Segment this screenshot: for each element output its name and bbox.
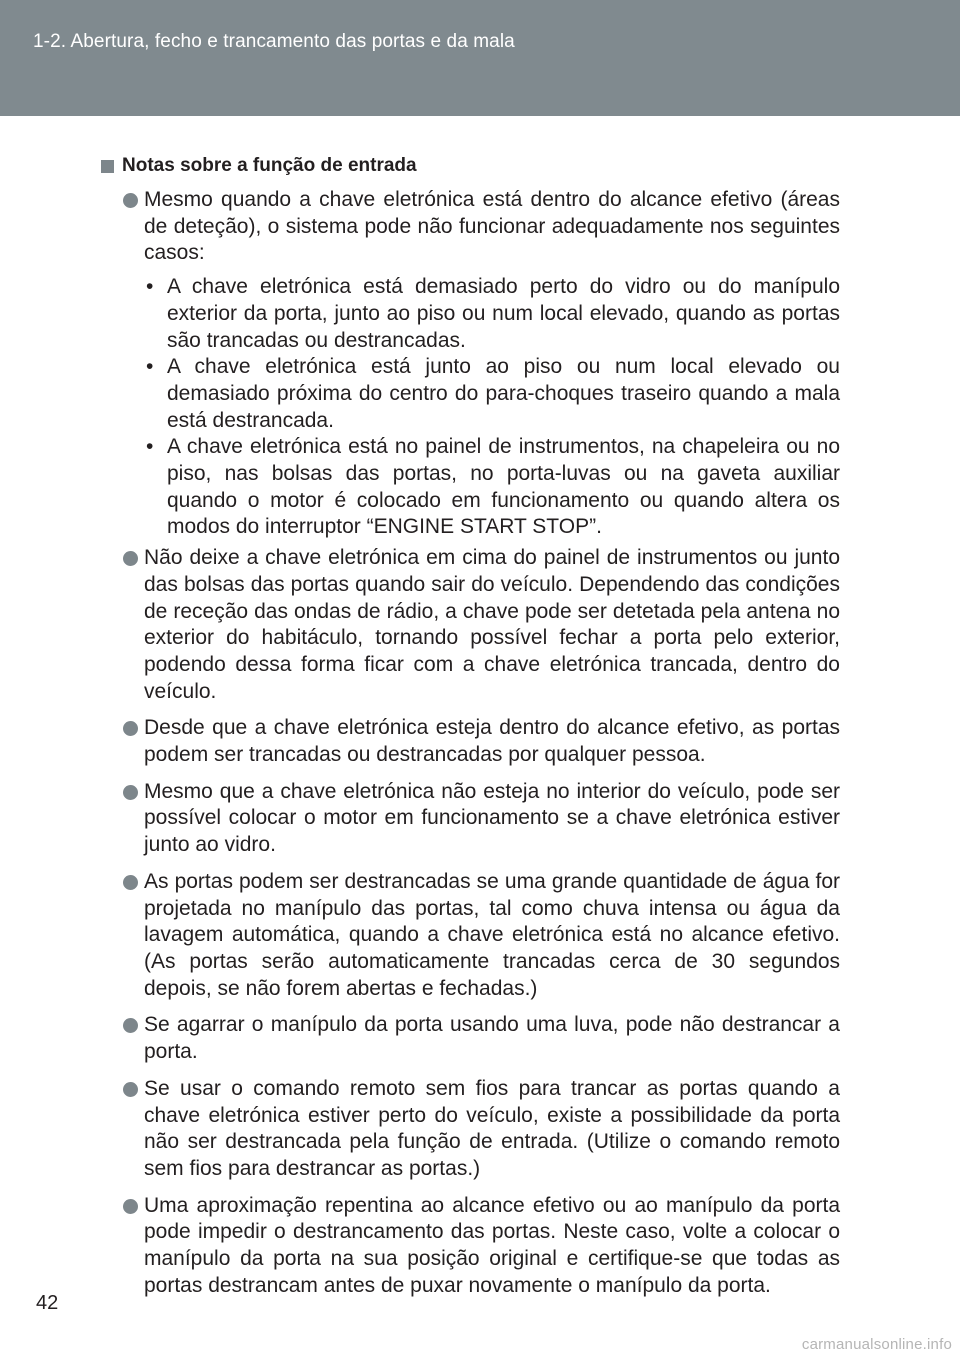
circle-bullet-icon xyxy=(123,875,138,890)
square-bullet-icon xyxy=(101,160,114,173)
sub-list-item xyxy=(146,354,840,434)
list-item xyxy=(123,187,840,541)
section-title-text: Notas sobre a função de entrada xyxy=(122,155,417,176)
sub-list-item-text: A chave eletrónica está demasiado perto do vidro ou do manípulo exterior da porta, junto ao piso ou num local elevado, quando as portas são trancadas ou destrancadas. xyxy=(167,275,840,352)
sub-list xyxy=(144,274,840,541)
notes-list xyxy=(123,187,840,1309)
circle-bullet-icon xyxy=(123,721,138,736)
dot-marker: • xyxy=(146,275,154,299)
list-item xyxy=(123,1012,840,1065)
list-item-text: Se agarrar o manípulo da porta usando uma luva, pode não destrancar a porta. xyxy=(144,1013,840,1064)
list-item-text: Se usar o comando remoto sem fios para trancar as portas quando a chave eletrónica estiver perto do veículo, existe a possibilidade da porta não ser destrancada pela função de entrada. (Utilize o comando remoto sem fios para destrancar as portas.) xyxy=(144,1076,840,1180)
list-item xyxy=(123,869,840,1003)
list-item-text: Mesmo quando a chave eletrónica está dentro do alcance efetivo (áreas de deteção), o sistema pode não funcionar adequadamente nos seguintes casos: xyxy=(144,188,840,265)
circle-bullet-icon xyxy=(123,785,138,800)
list-item xyxy=(123,545,840,705)
sub-list-item xyxy=(146,434,840,541)
list-item xyxy=(123,779,840,859)
dot-marker: • xyxy=(146,355,154,379)
section-heading xyxy=(101,154,417,178)
sub-list-item-text: A chave eletrónica está junto ao piso ou num local elevado ou demasiado próxima do centro do para-choques traseiro quando a mala está destrancada. xyxy=(167,355,840,432)
circle-bullet-icon xyxy=(123,551,138,566)
list-item xyxy=(123,1193,840,1300)
circle-bullet-icon xyxy=(123,1199,138,1214)
list-item xyxy=(123,1076,840,1183)
list-item-text: Mesmo que a chave eletrónica não esteja no interior do veículo, pode ser possível colocar o motor em funcionamento se a chave eletrónica estiver junto ao vidro. xyxy=(144,779,840,857)
list-item xyxy=(123,715,840,768)
sub-list-item xyxy=(146,274,840,354)
list-item-text: Uma aproximação repentina ao alcance efetivo ou ao manípulo da porta pode impedir o destrancamento das portas. Neste caso, volte a colocar o manípulo da porta na sua posição original e certifique-se que todas as portas destrancam antes de puxar novamente o manípulo da porta. xyxy=(144,1193,840,1297)
list-item-text: Desde que a chave eletrónica esteja dentro do alcance efetivo, as portas podem ser trancadas ou destrancadas por qualquer pessoa. xyxy=(144,716,840,767)
circle-bullet-icon xyxy=(123,1018,138,1033)
list-item-text: Não deixe a chave eletrónica em cima do painel de instrumentos ou junto das bolsas das portas quando sair do veículo. Dependendo das condições de receção das ondas de rádio, a chave pode ser detetada pela antena no exterior do habitáculo, tornando possível fechar a porta pelo exterior, podendo dessa forma ficar com a chave eletrónica trancada, dentro do veículo. xyxy=(144,546,840,703)
circle-bullet-icon xyxy=(123,193,138,208)
circle-bullet-icon xyxy=(123,1082,138,1097)
sub-list-item-text: A chave eletrónica está no painel de instrumentos, na chapeleira ou no piso, nas bolsas das portas, no porta-luvas ou na gaveta auxiliar quando o motor é colocado em funcionamento ou quando altera os modos do interruptor “ENGINE START STOP”. xyxy=(167,435,840,539)
watermark-link[interactable]: carmanualsonline.info xyxy=(801,1336,952,1353)
chapter-title: 1-2. Abertura, fecho e trancamento das portas e da mala xyxy=(33,31,515,52)
page-number: 42 xyxy=(36,1292,59,1314)
chapter-header xyxy=(0,0,960,116)
list-item-text: As portas podem ser destrancadas se uma grande quantidade de água for projetada no manípulo das portas, tal como chuva intensa ou água da lavagem automática, quando a chave eletrónica está no alcance efetivo. (As portas serão automaticamente trancadas cerca de 30 segundos depois, se não forem abertas e fechadas.) xyxy=(144,869,840,1000)
dot-marker: • xyxy=(146,435,154,459)
